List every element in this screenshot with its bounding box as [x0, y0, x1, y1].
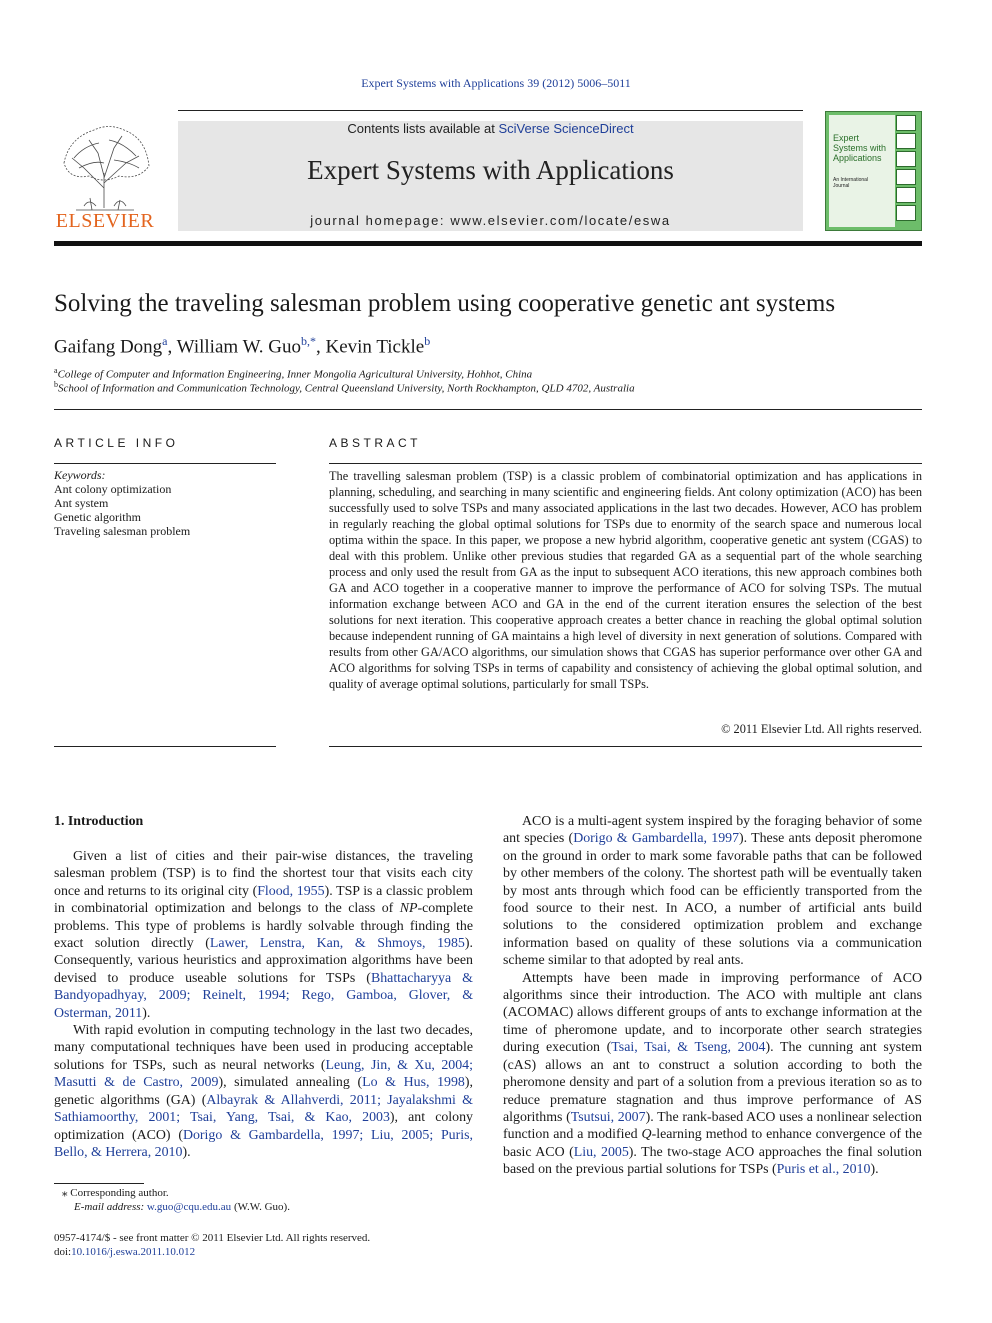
citation-link[interactable]: Dorigo & Gambardella, 1997; Liu, 2005; Puris, Bello, & Herrera, 2010 [54, 1127, 473, 1160]
body-text: ). [142, 1005, 151, 1021]
body-text: ACO is a multi-agent system inspired by the foraging behavior of some ant species ( [503, 814, 922, 847]
italic-text: Q [641, 1127, 652, 1143]
body-text: ). Consequently, various heuristics and approximation algorithms have been devised to produce useable solutions for TSPs ( [54, 936, 473, 986]
affiliation-rule [54, 409, 922, 410]
corresponding-label: Corresponding author. [70, 1187, 169, 1199]
cover-icon-strip [896, 115, 918, 227]
affiliation-a [54, 366, 532, 381]
author-name: Kevin Tickle [325, 336, 425, 358]
header-top-rule [178, 110, 803, 111]
body-text: ), genetic algorithms (GA) ( [54, 1075, 473, 1108]
email-owner: (W.W. Guo). [233, 1201, 290, 1213]
body-paragraph [503, 970, 922, 1179]
journal-homepage[interactable]: journal homepage: www.elsevier.com/locate/eswa [310, 213, 671, 228]
keywords-label: Keywords: [54, 468, 106, 482]
citation-link[interactable]: Albayrak & Allahverdi, 2011; Jayalakshmi & Sathiamoorthy, 2001; Tsai, Yang, Tsai, & Kao, 2003 [54, 1092, 473, 1126]
author-name: Gaifang Dong [54, 336, 163, 358]
affiliation-mark: b [54, 380, 58, 389]
body-paragraph [54, 848, 473, 1022]
body-text: -learning method to enhance convergence of the basic ACO ( [503, 1127, 922, 1160]
footnote-rule [54, 1183, 144, 1184]
front-matter [54, 1231, 370, 1259]
journal-title: Expert Systems with Applications [307, 155, 674, 185]
citation-link[interactable]: Puris et al., 2010 [776, 1162, 871, 1178]
abstract-rule [329, 463, 922, 464]
body-text: ). The two-stage ACO approaches the final solution based on the previous partial solutions for TSPs ( [503, 1144, 922, 1178]
email-note [74, 1200, 290, 1214]
article-info-bottom-rule [54, 746, 276, 747]
keyword-item: Ant colony optimization [54, 482, 172, 496]
email-link[interactable]: w.guo@cqu.edu.au [146, 1201, 232, 1213]
abstract-heading: ABSTRACT [329, 436, 422, 450]
cover-icon [896, 169, 916, 185]
publisher-logo-text: ELSEVIER [55, 210, 155, 232]
body-paragraph [503, 813, 922, 970]
journal-cover-thumbnail [825, 111, 922, 231]
section-heading: 1. Introduction [54, 814, 144, 829]
doi-line [54, 1245, 370, 1259]
paper-title: Solving the traveling salesman problem using cooperative genetic ant systems [54, 290, 836, 317]
citation-link[interactable]: Tsai, Tsai, & Tseng, 2004 [611, 1040, 766, 1056]
author-affiliation-mark[interactable]: a [162, 334, 168, 348]
journal-header-box [178, 121, 803, 231]
cover-icon [896, 133, 916, 149]
cover-title: Expert Systems with Applications [833, 133, 887, 163]
cover-icon [896, 115, 916, 131]
body-text: ). The rank-based ACO uses a nonlinear selection function and a modified [503, 1109, 922, 1143]
body-text: ). [182, 1144, 191, 1160]
keywords-block [54, 468, 276, 538]
body-text: ). These ants deposit pheromone on the ground in order to mark some favorable paths that can be followed by other members of the colony. The shortest path will be eventually taken by most ants through which food can be efficiently transported from the food source to their nest. In ACO, a number of artificial ants build solutions to the considered optimization problem and exchange information based on quality of these solutions via a communication scheme similar to that adopted by real ants. [503, 831, 922, 969]
affiliation-b [54, 380, 635, 395]
abstract-bottom-rule [329, 746, 922, 747]
citation-link[interactable]: Liu, 2005 [573, 1144, 629, 1160]
body-text: ), ant colony optimization (ACO) ( [54, 1110, 474, 1143]
affiliation-mark: a [54, 366, 58, 375]
body-text: -complete problems. This type of problems is hardly solvable through finding the exact solution directly ( [54, 901, 473, 952]
keyword-item: Ant system [54, 496, 109, 510]
contents-prefix: Contents lists available at [347, 121, 499, 136]
citation-link[interactable]: Lo & Hus, 1998 [362, 1075, 465, 1091]
contents-line [178, 121, 803, 136]
citation-link[interactable]: Dorigo & Gambardella, 1997 [573, 831, 740, 847]
affiliation-text: School of Information and Communication Technology, Central Queensland University, North Rockhampton, QLD 4702, Australia [58, 382, 635, 395]
left-column [54, 848, 473, 1161]
cover-icon [896, 187, 916, 203]
journal-citation[interactable]: Expert Systems with Applications 39 (2012) 5006–5011 [361, 76, 631, 90]
header-bottom-rule [54, 241, 922, 246]
author-affiliation-mark[interactable]: b [424, 334, 431, 348]
body-text: With rapid evolution in computing technology in the last two decades, many computational techniques have been used in producing acceptable solutions for TSPs, such as neural networks ( [54, 1023, 473, 1073]
body-text: ). The cunning ant system (cAS) allows an ant to construct a solution according to both the pheromone density and part of a solution from a previous iteration so as to reduce premature stagnation and thus improve performance of AS algorithms ( [503, 1040, 923, 1125]
keyword-item: Traveling salesman problem [54, 524, 191, 538]
author-separator: , [316, 336, 326, 358]
footnote-star: ⁎ [62, 1187, 68, 1199]
citation-link[interactable]: Leung, Jin, & Xu, 2004; Masutti & de Castro, 2009 [54, 1057, 473, 1091]
cover-subtitle: An International Journal [833, 177, 869, 189]
citation-link[interactable]: Bhattacharyya & Bandyopadhyay, 2009; Reinelt, 1994; Rego, Gamboa, Glover, & Osterman, 2011 [54, 970, 473, 1021]
sciencedirect-link[interactable]: SciVerse ScienceDirect [498, 121, 634, 136]
right-column [503, 813, 922, 1179]
author-name: William W. Guo [176, 336, 301, 358]
keyword-item: Genetic algorithm [54, 510, 141, 524]
body-text: ). [870, 1162, 879, 1178]
corresponding-author-note [62, 1186, 169, 1200]
affiliation-text: College of Computer and Information Engineering, Inner Mongolia Agricultural University, Hohhot, China [57, 368, 533, 381]
article-info-heading: ARTICLE INFO [54, 436, 179, 450]
cover-icon [896, 205, 916, 221]
doi-label: doi: [54, 1246, 72, 1258]
body-text: Given a list of cities and their pair-wise distances, the traveling salesman problem (TSP) is to find the shortest tour that visits each city once and returns to its original city ( [54, 849, 473, 899]
abstract-text: The travelling salesman problem (TSP) is a classic problem of combinatorial optimization and has applications in planning, scheduling, and searching in many scientific and engineering fields. Ant colony optimization (ACO) has been successfully used to solve TSPs and many associated applications in the last two decades. However, ACO has problem in regularly reaching the global optimal solutions for TSPs due to enormity of the search space and numerous local optima within the space. In this paper, we propose a new hybrid algorithm, cooperative genetic ant system (CGAS) to deal with this problem. Unlike other previous studies that regarded GA as a sequential part of the whole searching process and only used the result from GA as the input to subsequent ACO iterations, this new approach combines both GA and ACO together in a cooperative manner to improve the performance of ACO for solving TSPs. The mutual information exchange between ACO and GA in the end of the current iteration ensures the selection of the best solutions for next iteration. This cooperative approach creates a better chance in reaching the global optimal solution because independent running of GA maintains a high level of diversity in next generation of solutions. Compared with results from other GA/ACO algorithms, our simulation shows that CGAS has superior performance over other GA and ACO algorithms for solving TSPs in terms of capability and consistency of achieving the global optimal solution, and quality of average optimal solutions, particularly for small TSPs. [329, 469, 922, 691]
citation-link[interactable]: Flood, 1955 [257, 883, 325, 899]
cover-panel [829, 115, 895, 227]
cover-icon [896, 151, 916, 167]
copyright-notice: © 2011 Elsevier Ltd. All rights reserved. [721, 722, 922, 736]
body-text: ), simulated annealing ( [218, 1075, 363, 1091]
italic-text: NP [399, 901, 418, 917]
body-text: Attempts have been made in improving performance of ACO algorithms since their introduction. The ACO with multiple ant clans (ACOMAC) allows different groups of ants to exchange information at the time of pheromone update, and to incorporate other search strategies during execution ( [503, 970, 922, 1056]
author-separator: , [167, 336, 177, 358]
doi-link[interactable]: 10.1016/j.eswa.2011.10.012 [71, 1246, 196, 1258]
author-affiliation-mark[interactable]: b,* [301, 334, 316, 348]
email-label: E-mail address: [74, 1201, 145, 1213]
body-paragraph [54, 1022, 473, 1161]
issn-line: 0957-4174/$ - see front matter © 2011 Elsevier Ltd. All rights reserved. [54, 1232, 371, 1244]
author-list [54, 334, 430, 358]
article-info-rule [54, 463, 276, 464]
body-text: ). TSP is a classic problem in combinatorial optimization and belongs to the class of [54, 883, 473, 917]
citation-link[interactable]: Tsutsui, 2007 [570, 1109, 646, 1125]
citation-link[interactable]: Lawer, Lenstra, Kan, & Shmoys, 1985 [209, 936, 465, 952]
